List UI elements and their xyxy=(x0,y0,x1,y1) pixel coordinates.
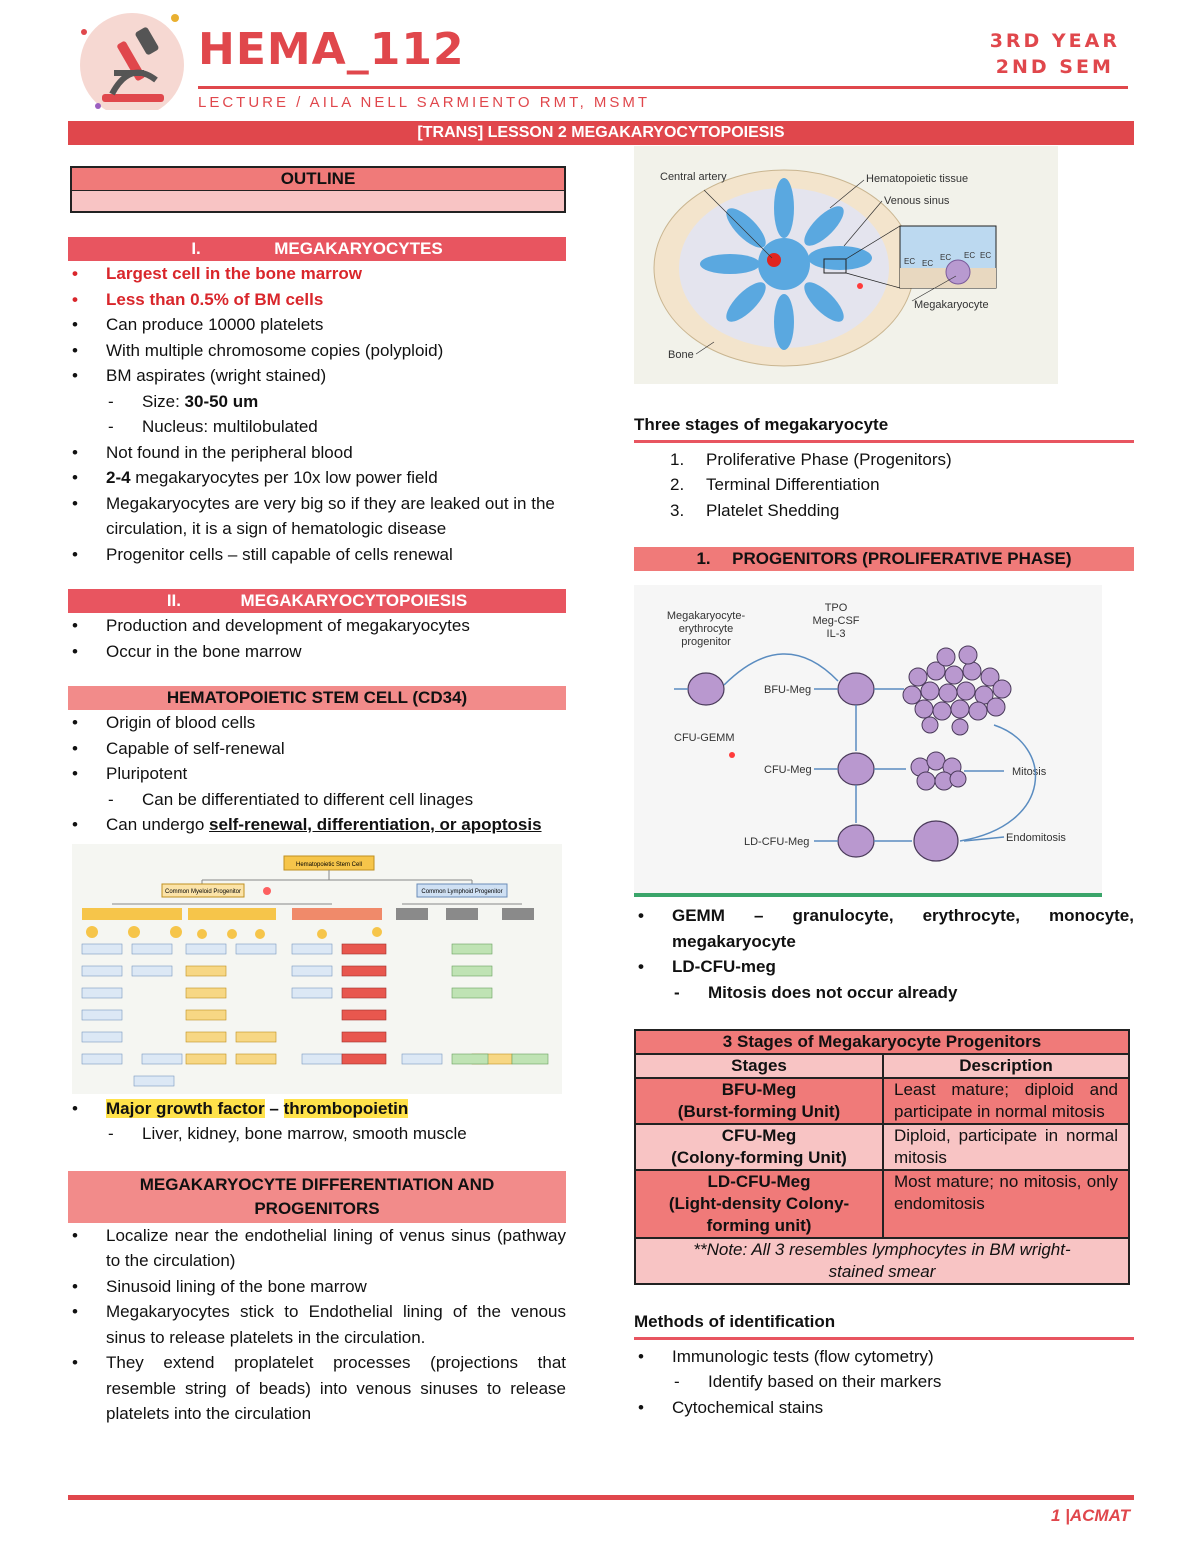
size-value: 30-50 um xyxy=(184,391,259,411)
list-item: • Immunologic tests (flow cytometry) xyxy=(634,1344,1134,1370)
growth-factor-label: Major growth factor xyxy=(106,1098,265,1118)
hematopoietic-tissue-label: Hematopoietic tissue xyxy=(866,173,969,185)
list-item: • They extend proplatelet processes (projections that resemble string of beads) into venous sinuses to release platelets into the circulation xyxy=(68,1350,566,1427)
year-sem xyxy=(990,28,1120,80)
table-note-row xyxy=(635,1238,1129,1284)
count-value: 2-4 xyxy=(106,468,131,487)
central-artery-label: Central artery xyxy=(660,171,727,183)
progenitor-list xyxy=(634,903,1134,1005)
ldcfu-label: LD-CFU-Meg xyxy=(744,836,810,848)
ec-label: EC xyxy=(922,259,934,268)
mep-label-1: Megakaryocyte- xyxy=(666,610,746,622)
table-title: 3 Stages of Megakaryocyte Progenitors xyxy=(635,1030,1129,1054)
table-title-row xyxy=(635,1030,1129,1054)
list-subitem: - Can be differentiated to different cell linages xyxy=(68,787,566,813)
item-text: Platelet Shedding xyxy=(706,500,840,520)
left-column xyxy=(68,166,566,1427)
description-cell: Most mature; no mitosis, only endomitosis xyxy=(883,1170,1129,1238)
list-item xyxy=(68,465,566,491)
list-item: • Occur in the bone marrow xyxy=(68,639,566,665)
bone-label: Bone xyxy=(668,349,694,361)
endomitosis-label: Endomitosis xyxy=(1006,832,1066,844)
differentiation-list xyxy=(68,1223,566,1427)
stage-full: (Colony-forming Unit) xyxy=(671,1148,847,1167)
table-header-row xyxy=(635,1054,1129,1078)
list-item: • Pluripotent xyxy=(68,761,566,787)
list-item: • Largest cell in the bone marrow xyxy=(68,261,566,287)
megakaryocyte-label: Megakaryocyte xyxy=(914,299,989,311)
list-item: • GEMM – granulocyte, erythrocyte, monocyte, megakaryocyte xyxy=(634,903,1134,954)
list-item: • Not found in the peripheral blood xyxy=(68,440,566,466)
list-subitem: - Liver, kidney, bone marrow, smooth muscle xyxy=(68,1121,566,1147)
dash: – xyxy=(264,1098,284,1118)
list-subitem: - Identify based on their markers xyxy=(634,1369,1134,1395)
table-row xyxy=(635,1078,1129,1124)
stage-cell xyxy=(635,1170,883,1238)
list-item: • Sinusoid lining of the bone marrow xyxy=(68,1274,566,1300)
page-footer: 1 |ACMAT xyxy=(1050,1506,1130,1525)
header-rule xyxy=(198,86,1128,89)
fates-text: self-renewal, differentiation, or apoptosis xyxy=(209,815,542,834)
list-item xyxy=(634,472,1134,498)
bone-marrow-figure xyxy=(634,146,1058,384)
section-title: MEGAKARYOCYTES xyxy=(274,239,443,258)
list-item xyxy=(68,1096,566,1122)
section-number: I. xyxy=(191,239,201,258)
tree-lymphoid-label: Common Lymphoid Progenitor xyxy=(421,888,503,895)
bfu-label: BFU-Meg xyxy=(764,684,812,696)
item-text: Proliferative Phase (Progenitors) xyxy=(706,449,952,469)
list-item: • Origin of blood cells xyxy=(68,710,566,736)
stages-list xyxy=(634,447,1134,524)
description-cell: Least mature; diploid and participate in normal mitosis xyxy=(883,1078,1129,1124)
megakaryocyte-list xyxy=(68,261,566,567)
item-number: 2. xyxy=(670,475,685,494)
size-label: Size: xyxy=(142,391,185,411)
ec-label: EC xyxy=(904,257,916,266)
list-subitem xyxy=(68,389,566,415)
mep-label-3: progenitor xyxy=(681,636,731,648)
lecturer-line: LECTURE / AILA NELL SARMIENTO RMT, MSMT xyxy=(198,94,651,111)
section-hsc: HEMATOPOIETIC STEM CELL (CD34) xyxy=(68,686,566,710)
methods-list xyxy=(634,1344,1134,1421)
item-number: 1. xyxy=(670,449,685,469)
section-title: PROGENITORS (PROLIFERATIVE PHASE) xyxy=(732,549,1072,568)
count-text: megakaryocytes per 10x low power field xyxy=(130,468,438,487)
section-megakaryocytes xyxy=(68,237,566,261)
section-differentiation: MEGAKARYOCYTE DIFFERENTIATION AND PROGENITORS xyxy=(68,1171,566,1223)
progenitor-figure xyxy=(634,585,1102,897)
list-item: • Capable of self-renewal xyxy=(68,736,566,762)
mitosis-label: Mitosis xyxy=(1012,766,1047,778)
list-item: • Megakaryocytes are very big so if they are leaked out in the circulation, it is a sign of hematologic disease xyxy=(68,491,566,542)
thrombopoietin-label: thrombopoietin xyxy=(283,1098,409,1118)
ec-label: EC xyxy=(964,251,976,260)
lesson-banner: [TRANS] LESSON 2 MEGAKARYOCYTOPOIESIS xyxy=(68,121,1134,145)
stage-name: CFU-Meg xyxy=(721,1126,797,1145)
megcsf-label: Meg-CSF xyxy=(812,615,860,627)
list-subitem: - Nucleus: multilobulated xyxy=(68,414,566,440)
mep-label-2: erythrocyte xyxy=(678,623,734,635)
list-item: • Less than 0.5% of BM cells xyxy=(68,287,566,313)
table-row xyxy=(635,1170,1129,1238)
growth-factor-list xyxy=(68,1096,566,1147)
stage-cell xyxy=(635,1078,883,1124)
sem-label: 2ND SEM xyxy=(995,56,1114,78)
list-item: • Can produce 10000 platelets xyxy=(68,312,566,338)
list-subitem: - Mitosis does not occur already xyxy=(634,980,1134,1006)
header-description: Description xyxy=(883,1054,1129,1078)
section-number: 1. xyxy=(696,549,711,568)
tree-myeloid-label: Common Myeloid Progenitor xyxy=(164,888,242,895)
tpo-label: TPO xyxy=(824,602,848,614)
ec-label: EC xyxy=(980,251,992,260)
stage-name: LD-CFU-Meg xyxy=(707,1172,811,1191)
stage-cell xyxy=(635,1124,883,1170)
section-title: MEGAKARYOCYTOPOIESIS xyxy=(240,591,468,610)
list-item: • Cytochemical stains xyxy=(634,1395,1134,1421)
stage-name: BFU-Meg xyxy=(721,1080,797,1099)
list-item xyxy=(634,498,1134,524)
list-item: • Megakaryocytes stick to Endothelial lining of the venous sinus to release platelets in the circulation. xyxy=(68,1299,566,1350)
stages-heading: Three stages of megakaryocyte xyxy=(634,412,1134,443)
cfugemm-label: CFU-GEMM xyxy=(674,732,735,744)
list-item: • BM aspirates (wright stained) xyxy=(68,363,566,389)
megakaryocytopoiesis-list xyxy=(68,613,566,664)
table-note: **Note: All 3 resembles lymphocytes in BM wright-stained smear xyxy=(635,1238,1129,1284)
outline-box xyxy=(70,166,566,213)
table-row xyxy=(635,1124,1129,1170)
venous-sinus-label: Venous sinus xyxy=(884,195,950,207)
hsc-list xyxy=(68,710,566,838)
undergo-text: Can undergo xyxy=(106,815,210,834)
hematopoiesis-tree-figure xyxy=(72,844,562,1094)
description-cell: Diploid, participate in normal mitosis xyxy=(883,1124,1129,1170)
list-item: • Production and development of megakaryocytes xyxy=(68,613,566,639)
item-number: 3. xyxy=(670,500,685,520)
progenitor-table xyxy=(634,1029,1130,1285)
list-item: • LD-CFU-meg xyxy=(634,954,1134,980)
outline-body xyxy=(72,191,564,211)
course-logo xyxy=(70,10,190,110)
list-item xyxy=(68,812,566,838)
list-item xyxy=(634,447,1134,473)
list-item: • Progenitor cells – still capable of cells renewal xyxy=(68,542,566,568)
section-megakaryocytopoiesis xyxy=(68,589,566,613)
right-column xyxy=(634,146,1134,1420)
year-label: 3RD YEAR xyxy=(989,30,1120,52)
section-progenitors xyxy=(634,547,1134,571)
stage-full: (Burst-forming Unit) xyxy=(677,1102,841,1121)
course-title: HEMA_112 xyxy=(198,24,465,75)
il3-label: IL-3 xyxy=(826,628,846,640)
outline-title: OUTLINE xyxy=(72,168,564,191)
cfu-label: CFU-Meg xyxy=(764,764,812,776)
footer-rule xyxy=(68,1495,1134,1500)
section-number: II. xyxy=(166,591,181,610)
list-item: • Localize near the endothelial lining of venus sinus (pathway to the circulation) xyxy=(68,1223,566,1274)
header-stages: Stages xyxy=(635,1054,883,1078)
stage-full: (Light-density Colony-forming unit) xyxy=(668,1194,850,1235)
item-text: Terminal Differentiation xyxy=(706,475,880,494)
list-item: • With multiple chromosome copies (polyploid) xyxy=(68,338,566,364)
methods-heading: Methods of identification xyxy=(634,1309,1134,1340)
tree-root-label: Hematopoietic Stem Cell xyxy=(295,861,363,868)
ec-label: EC xyxy=(940,253,952,262)
